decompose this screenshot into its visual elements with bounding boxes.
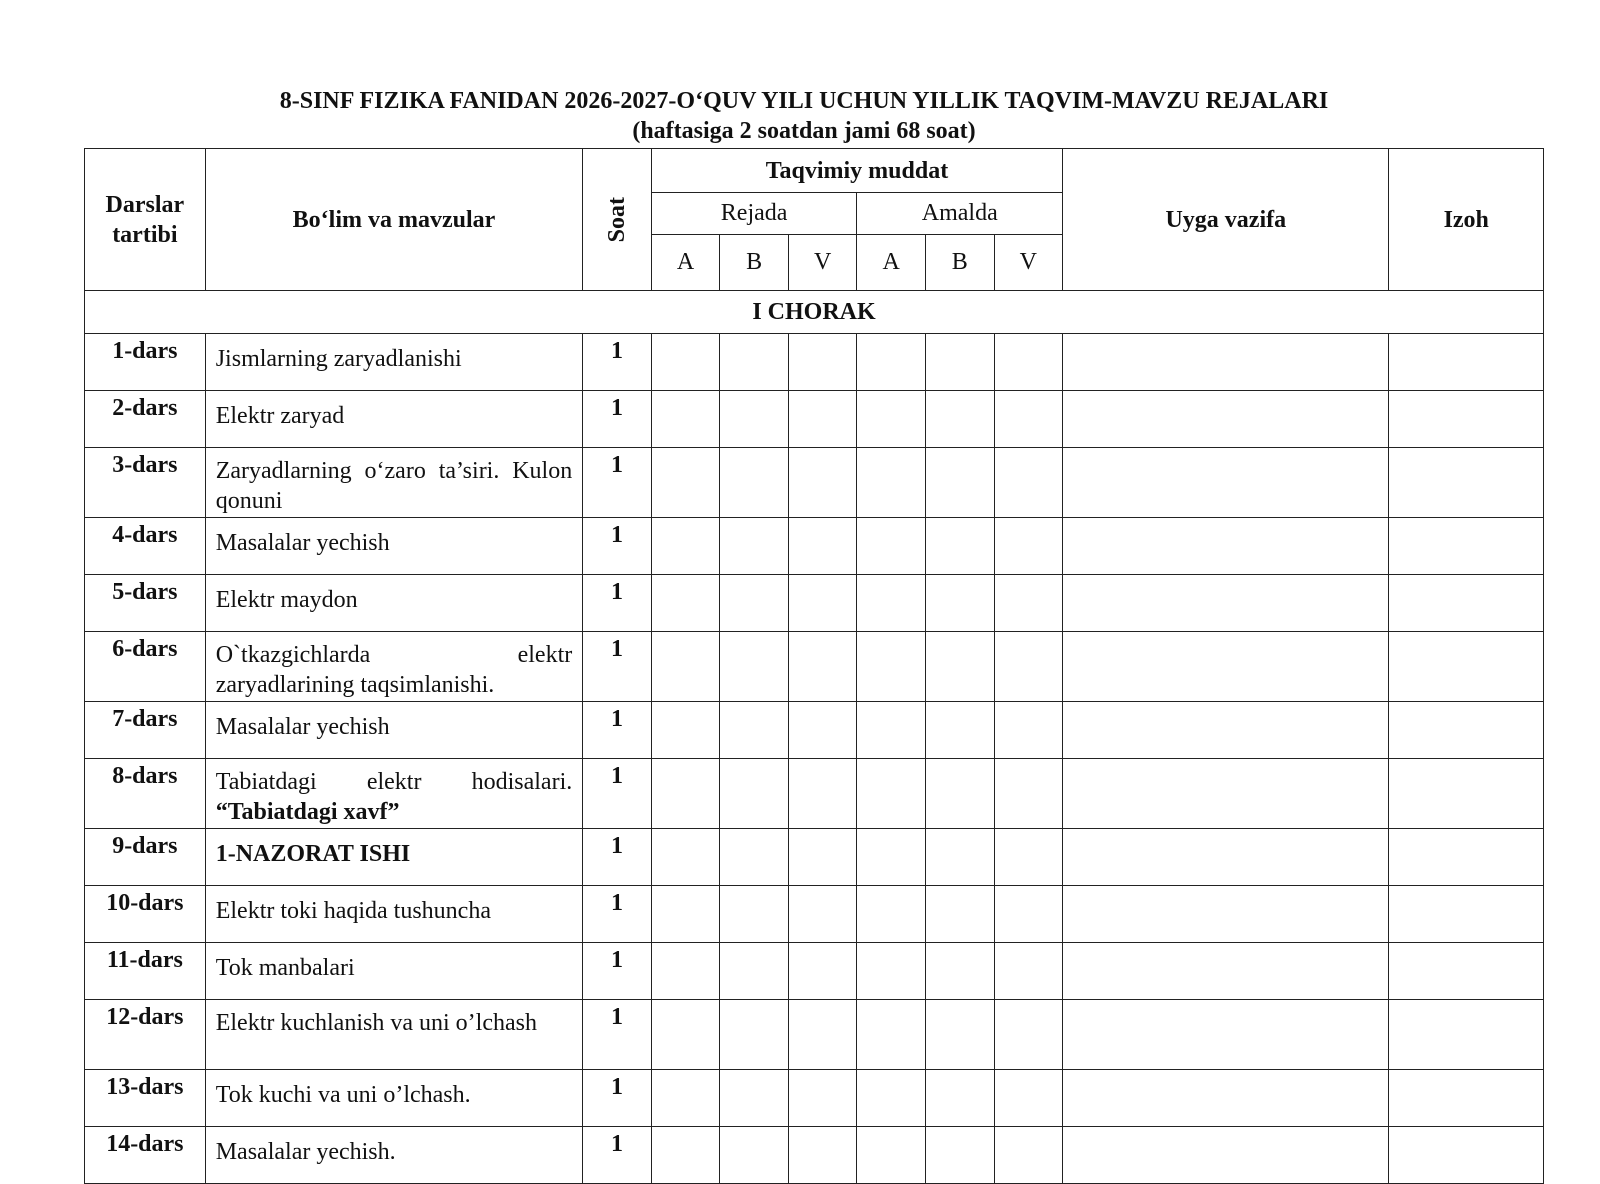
lesson-number: 10-dars (85, 886, 206, 943)
table-row (85, 334, 1544, 391)
lesson-hours: 1 (583, 702, 652, 759)
planned-v-cell (788, 334, 857, 391)
lesson-number: 11-dars (85, 943, 206, 1000)
actual-b-cell (925, 575, 994, 632)
table-row (85, 759, 1544, 829)
actual-b-cell (925, 702, 994, 759)
homework-cell (1063, 575, 1389, 632)
note-cell (1389, 391, 1544, 448)
actual-a-cell (857, 1070, 926, 1127)
table-row (85, 518, 1544, 575)
planned-v-cell (788, 518, 857, 575)
actual-v-cell (994, 518, 1063, 575)
homework-cell (1063, 943, 1389, 1000)
lesson-topic: Masalalar yechish (205, 702, 583, 759)
lesson-topic: Elektr kuchlanish va uni o’lchash (205, 1000, 583, 1070)
lesson-topic: Elektr maydon (205, 575, 583, 632)
header-planned-b: B (720, 235, 789, 291)
actual-a-cell (857, 702, 926, 759)
lesson-hours: 1 (583, 518, 652, 575)
lesson-number: 5-dars (85, 575, 206, 632)
actual-v-cell (994, 391, 1063, 448)
actual-b-cell (925, 829, 994, 886)
actual-b-cell (925, 448, 994, 518)
lesson-topic: O`tkazgichlarda elektr zaryadlarining taqsimlanishi. (205, 632, 583, 702)
table-row (85, 1070, 1544, 1127)
lesson-topic: Elektr toki haqida tushuncha (205, 886, 583, 943)
lesson-topic (205, 829, 583, 886)
planned-a-cell (651, 943, 720, 1000)
header-homework: Uyga vazifa (1063, 149, 1389, 291)
actual-a-cell (857, 1127, 926, 1184)
actual-a-cell (857, 391, 926, 448)
planned-a-cell (651, 702, 720, 759)
lesson-topic: Tabiatdagi elektr hodisalari. “Tabiatdagi xavf” (205, 759, 583, 829)
lesson-hours: 1 (583, 1127, 652, 1184)
note-cell (1389, 632, 1544, 702)
header-order: Darslar tartibi (85, 149, 206, 291)
header-calendar: Taqvimiy muddat (651, 149, 1062, 193)
note-cell (1389, 759, 1544, 829)
lesson-hours: 1 (583, 632, 652, 702)
planned-b-cell (720, 391, 789, 448)
planned-b-cell (720, 886, 789, 943)
planned-b-cell (720, 1070, 789, 1127)
lesson-number: 13-dars (85, 1070, 206, 1127)
planned-a-cell (651, 632, 720, 702)
homework-cell (1063, 1127, 1389, 1184)
planned-b-cell (720, 1000, 789, 1070)
homework-cell (1063, 632, 1389, 702)
note-cell (1389, 943, 1544, 1000)
actual-a-cell (857, 1000, 926, 1070)
planned-b-cell (720, 943, 789, 1000)
lesson-number: 14-dars (85, 1127, 206, 1184)
lesson-topic: Masalalar yechish. (205, 1127, 583, 1184)
document-title: 8-SINF FIZIKA FANIDAN 2026-2027-O‘QUV YILI UCHUN YILLIK TAQVIM-MAVZU REJALARI (279, 88, 1329, 114)
lesson-topic: Tok manbalari (205, 943, 583, 1000)
homework-cell (1063, 1070, 1389, 1127)
header-note: Izoh (1389, 149, 1544, 291)
note-cell (1389, 1070, 1544, 1127)
planned-v-cell (788, 829, 857, 886)
planned-v-cell (788, 759, 857, 829)
lesson-hours: 1 (583, 886, 652, 943)
table-row (85, 886, 1544, 943)
planned-v-cell (788, 1127, 857, 1184)
planned-v-cell (788, 391, 857, 448)
actual-b-cell (925, 943, 994, 1000)
note-cell (1389, 518, 1544, 575)
actual-b-cell (925, 1127, 994, 1184)
actual-v-cell (994, 759, 1063, 829)
actual-v-cell (994, 943, 1063, 1000)
lesson-number: 12-dars (85, 1000, 206, 1070)
header-planned-a: A (651, 235, 720, 291)
planned-b-cell (720, 829, 789, 886)
header-actual: Amalda (857, 193, 1063, 235)
actual-v-cell (994, 1070, 1063, 1127)
planned-v-cell (788, 632, 857, 702)
lesson-number: 6-dars (85, 632, 206, 702)
lesson-hours: 1 (583, 334, 652, 391)
planned-v-cell (788, 1070, 857, 1127)
lesson-hours: 1 (583, 391, 652, 448)
planned-b-cell (720, 448, 789, 518)
lesson-hours: 1 (583, 829, 652, 886)
lesson-hours: 1 (583, 943, 652, 1000)
planned-b-cell (720, 1127, 789, 1184)
actual-a-cell (857, 943, 926, 1000)
table-row (85, 943, 1544, 1000)
header-planned-v: V (788, 235, 857, 291)
homework-cell (1063, 829, 1389, 886)
planned-v-cell (788, 702, 857, 759)
calendar-plan-table (84, 148, 1544, 1184)
actual-v-cell (994, 575, 1063, 632)
homework-cell (1063, 518, 1389, 575)
actual-a-cell (857, 448, 926, 518)
table-row (85, 829, 1544, 886)
actual-v-cell (994, 448, 1063, 518)
header-topics: Bo‘lim va mavzular (205, 149, 583, 291)
homework-cell (1063, 448, 1389, 518)
lesson-hours: 1 (583, 448, 652, 518)
actual-a-cell (857, 334, 926, 391)
actual-b-cell (925, 886, 994, 943)
planned-a-cell (651, 391, 720, 448)
lesson-hours: 1 (583, 1070, 652, 1127)
actual-a-cell (857, 518, 926, 575)
table-row (85, 632, 1544, 702)
actual-v-cell (994, 829, 1063, 886)
lesson-topic: Tok kuchi va uni o’lchash. (205, 1070, 583, 1127)
note-cell (1389, 1000, 1544, 1070)
actual-v-cell (994, 1127, 1063, 1184)
actual-v-cell (994, 886, 1063, 943)
actual-a-cell (857, 886, 926, 943)
actual-v-cell (994, 632, 1063, 702)
planned-a-cell (651, 448, 720, 518)
note-cell (1389, 575, 1544, 632)
lesson-number: 7-dars (85, 702, 206, 759)
lesson-hours: 1 (583, 1000, 652, 1070)
lesson-number: 9-dars (85, 829, 206, 886)
planned-v-cell (788, 886, 857, 943)
lesson-topic: Masalalar yechish (205, 518, 583, 575)
header-actual-a: A (857, 235, 926, 291)
planned-b-cell (720, 575, 789, 632)
lesson-topic-emphasis: 1-NAZORAT ISHI (215, 841, 411, 867)
actual-v-cell (994, 334, 1063, 391)
table-row (85, 391, 1544, 448)
table-row (85, 1127, 1544, 1184)
actual-v-cell (994, 702, 1063, 759)
header-actual-b: B (925, 235, 994, 291)
actual-a-cell (857, 759, 926, 829)
lesson-topic: Zaryadlarning o‘zaro ta’siri. Kulon qonuni (205, 448, 583, 518)
lesson-number: 1-dars (85, 334, 206, 391)
planned-v-cell (788, 943, 857, 1000)
actual-a-cell (857, 632, 926, 702)
lesson-number: 4-dars (85, 518, 206, 575)
planned-b-cell (720, 334, 789, 391)
planned-v-cell (788, 575, 857, 632)
planned-a-cell (651, 829, 720, 886)
planned-a-cell (651, 1000, 720, 1070)
lesson-hours: 1 (583, 575, 652, 632)
table-row (85, 1000, 1544, 1070)
planned-a-cell (651, 334, 720, 391)
actual-v-cell (994, 1000, 1063, 1070)
header-hours: Soat (583, 149, 652, 291)
actual-b-cell (925, 759, 994, 829)
note-cell (1389, 829, 1544, 886)
actual-a-cell (857, 829, 926, 886)
homework-cell (1063, 886, 1389, 943)
table-row (85, 575, 1544, 632)
actual-b-cell (925, 391, 994, 448)
planned-a-cell (651, 1070, 720, 1127)
lesson-topic-emphasis: “Tabiatdagi xavf” (215, 799, 400, 825)
lesson-topic: Jismlarning zaryadlanishi (205, 334, 583, 391)
homework-cell (1063, 759, 1389, 829)
table-row (85, 448, 1544, 518)
header-actual-v: V (994, 235, 1063, 291)
planned-b-cell (720, 702, 789, 759)
note-cell (1389, 886, 1544, 943)
lesson-number: 8-dars (85, 759, 206, 829)
planned-a-cell (651, 575, 720, 632)
lesson-number: 2-dars (85, 391, 206, 448)
planned-v-cell (788, 1000, 857, 1070)
planned-b-cell (720, 759, 789, 829)
quarter-heading: I CHORAK (85, 291, 1544, 334)
note-cell (1389, 1127, 1544, 1184)
actual-b-cell (925, 632, 994, 702)
planned-a-cell (651, 518, 720, 575)
table-row (85, 702, 1544, 759)
planned-b-cell (720, 632, 789, 702)
planned-a-cell (651, 759, 720, 829)
note-cell (1389, 702, 1544, 759)
actual-b-cell (925, 1000, 994, 1070)
note-cell (1389, 334, 1544, 391)
lesson-hours: 1 (583, 759, 652, 829)
planned-a-cell (651, 886, 720, 943)
actual-a-cell (857, 575, 926, 632)
actual-b-cell (925, 518, 994, 575)
note-cell (1389, 448, 1544, 518)
lesson-number: 3-dars (85, 448, 206, 518)
document-subtitle: (haftasiga 2 soatdan jami 68 soat) (632, 118, 976, 144)
homework-cell (1063, 334, 1389, 391)
planned-b-cell (720, 518, 789, 575)
lesson-topic: Elektr zaryad (205, 391, 583, 448)
planned-v-cell (788, 448, 857, 518)
actual-b-cell (925, 334, 994, 391)
homework-cell (1063, 702, 1389, 759)
actual-b-cell (925, 1070, 994, 1127)
header-planned: Rejada (651, 193, 857, 235)
homework-cell (1063, 1000, 1389, 1070)
planned-a-cell (651, 1127, 720, 1184)
homework-cell (1063, 391, 1389, 448)
